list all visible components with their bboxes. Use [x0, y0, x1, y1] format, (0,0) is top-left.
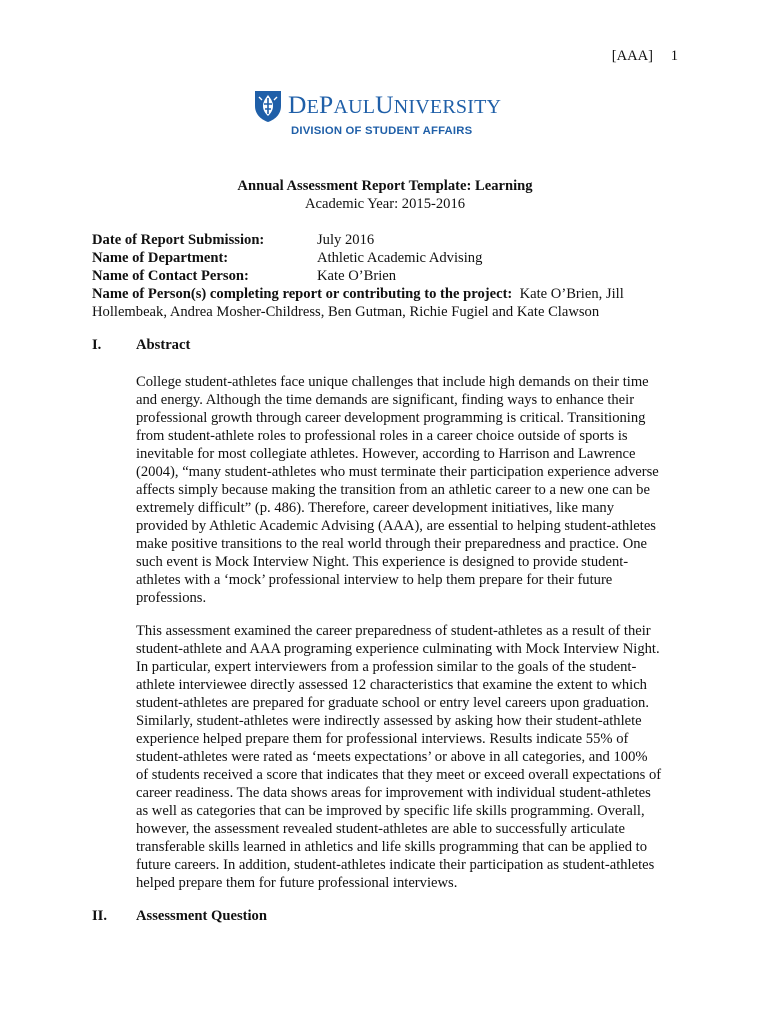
title-main: Annual Assessment Report Template: Learning — [237, 178, 533, 194]
running-head: [AAA] — [611, 48, 654, 64]
section-number: II. — [92, 908, 108, 924]
abstract-paragraph-2: This assessment examined the career preparedness of student-athletes as a result of their student-athlete and AAA programing experience culminating with Mock Interview Night. In particular, expert interviewers from a profession similar to the goals of the student- athlete interviewee directly assessed 12 characteristics that examine the extent to which student-athletes are prepared for graduate school or entry level careers upon graduation. Similarly, student-athletes were indirectly assessed by asking how their student-athlete experience helped prepare them for professional interviews. Results indicate 55% of student-athletes were rated as ‘meets expectations’ or above in all categories, and 100% of students received a score that indicates that they meet or exceed overall expectations of career readiness. The data shows areas for improvement with individual student-athletes as well as categories that can be improved by specific life skills programming. Overall, however, the assessment revealed student-athletes are able to successfully articulate transferable skills learned in athletics and life skills programming that can be applied to future careers. In addition, student-athletes indicate their participation as student-athletes helped prepare them for future professional interviews. — [136, 623, 662, 891]
report-title — [0, 177, 770, 213]
abstract-paragraph-1: College student-athletes face unique challenges that include high demands on their time and energy. Although the time demands are significant, finding ways to enhance their professional growth through career development programming is critical. Transitioning from student-athlete roles to professional roles in a career choice outside of sports is inevitable for most collegiate athletes. However, according to Harrison and Lawrence (2004), “many student-athletes who must terminate their participation experience adverse affects simply because making the transition from an athletic career to a new one can be extremely difficult” (p. 486). Therefore, career development initiatives, like many provided by Athletic Academic Advising (AAA), are essential to helping student-athletes make positive transitions to the real world through their preparedness and practice. One such event is Mock Interview Night. This experience is designed to provide student- athletes with a ‘mock’ professional interview to help them prepare for their future professions. — [136, 374, 659, 606]
meta-row-contact — [92, 267, 682, 285]
section-number: I. — [92, 337, 102, 353]
submission-label: Date of Report Submission: — [92, 232, 265, 248]
university-logo — [253, 89, 523, 143]
report-meta — [92, 231, 682, 321]
submission-value: July 2016 — [317, 232, 375, 248]
persons-value: Kate O’Brien, Jill Hollembeak, Andrea Mosher-Childress, Ben Gutman, Richie Fugiel and Kate Clawson — [92, 286, 624, 320]
department-label: Name of Department: — [92, 250, 229, 266]
section-title: Abstract — [136, 337, 191, 353]
page-number: 1 — [670, 48, 678, 64]
meta-row-submission — [92, 231, 682, 249]
title-year: Academic Year: 2015-2016 — [304, 196, 466, 212]
meta-row-persons — [92, 285, 682, 321]
section-heading-assessment-question — [92, 908, 267, 925]
contact-label: Name of Contact Person: — [92, 268, 249, 284]
page-header — [612, 48, 678, 65]
section-title: Assessment Question — [136, 908, 267, 924]
logo-wordmark: DEPAULUNIVERSITY — [288, 90, 502, 119]
meta-row-department — [92, 249, 682, 267]
logo-division: DIVISION OF STUDENT AFFAIRS — [291, 125, 473, 137]
section-heading-abstract — [92, 337, 190, 354]
persons-label: Name of Person(s) completing report or contributing to the project: — [92, 286, 513, 302]
shield-icon — [253, 89, 283, 123]
department-value: Athletic Academic Advising — [317, 250, 483, 266]
contact-value: Kate O’Brien — [317, 268, 397, 284]
